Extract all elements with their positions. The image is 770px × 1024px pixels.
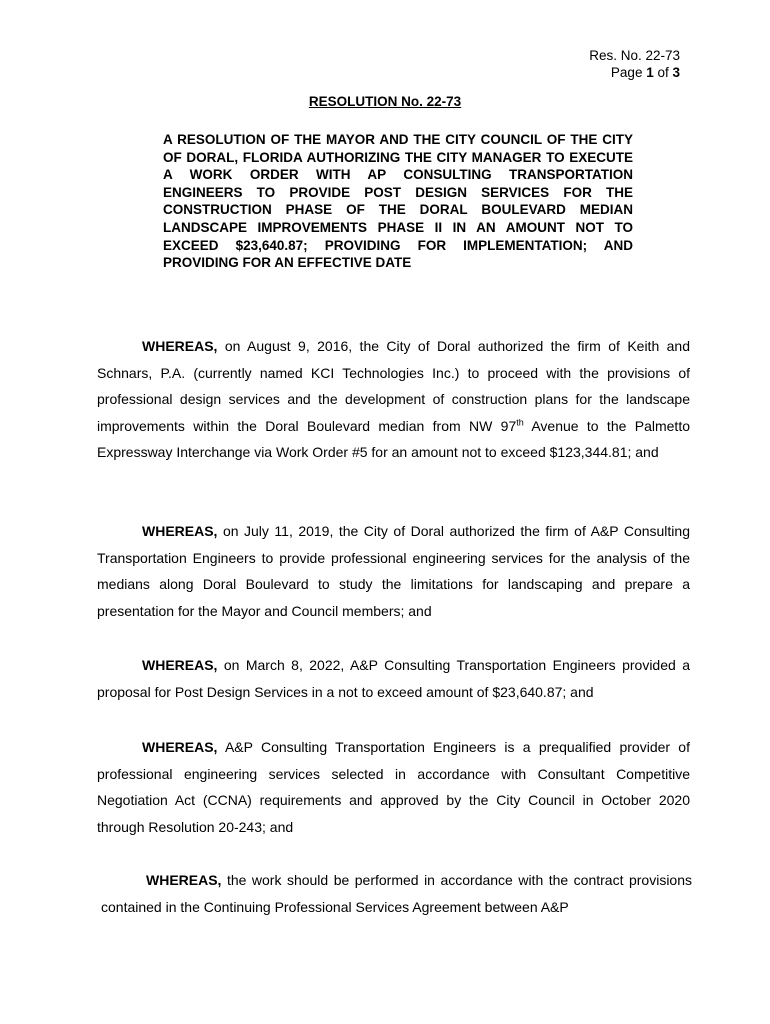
whereas-lead: WHEREAS,: [146, 872, 222, 888]
whereas-lead: WHEREAS,: [142, 523, 218, 539]
paragraph-text: A&P Consulting Transportation Engineers is a prequalified provider of professional engineering services selected in accordance with Consultant Competitive Negotiation Act (CCNA) requirements and approved by the City Council in October 2020 through Resolution 20-243; and: [97, 739, 690, 835]
page-total: 3: [672, 65, 680, 80]
page-header-reference: [589, 47, 680, 81]
resolution-number-label: Res. No. 22-73: [589, 48, 680, 63]
paragraph-text-continued: Avenue to the Palmetto Expressway Interchange via Work Order #5 for an amount not to exceed $123,344.81; and: [97, 417, 690, 461]
resolution-caption: A RESOLUTION OF THE MAYOR AND THE CITY COUNCIL OF THE CITY OF DORAL, FLORIDA AUTHORIZING THE CITY MANAGER TO EXECUTE A WORK ORDER WITH AP CONSULTING TRANSPORTATION ENGINEERS TO PROVIDE POST DESIGN SERVICES FOR THE CONSTRUCTION PHASE OF THE DORAL BOULEVARD MEDIAN LANDSCAPE IMPROVEMENTS PHASE II IN AN AMOUNT NOT TO EXCEED $23,640.87; PROVIDING FOR IMPLEMENTATION; AND PROVIDING FOR AN EFFECTIVE DATE: [163, 132, 633, 271]
whereas-paragraph-2: [97, 518, 690, 624]
page-number-label: [589, 64, 680, 81]
paragraph-text: the work should be performed in accordance with the contract provisions contained in the Continuing Professional Services Agreement between A&P: [101, 872, 692, 915]
whereas-lead: WHEREAS,: [142, 657, 218, 673]
page-current: 1: [646, 65, 654, 80]
ordinal-suffix: th: [516, 417, 524, 428]
page-prefix: Page: [610, 65, 647, 80]
document-title: RESOLUTION No. 22-73: [308, 94, 462, 109]
whereas-paragraph-5: [101, 867, 692, 920]
whereas-paragraph-3: [97, 652, 690, 705]
paragraph-text: on July 11, 2019, the City of Doral authorized the firm of A&P Consulting Transportation Engineers to provide professional engineering services for the analysis of the medians along Doral Boulevard to study the limitations for landscaping and prepare a presentation for the Mayor and Council members; and: [97, 523, 690, 619]
whereas-lead: WHEREAS,: [142, 739, 218, 755]
whereas-paragraph-1: [97, 333, 690, 466]
whereas-lead: WHEREAS,: [142, 338, 218, 354]
paragraph-text: on March 8, 2022, A&P Consulting Transportation Engineers provided a proposal for Post Design Services in a not to exceed amount of $23,640.87; and: [97, 657, 690, 700]
paragraph-text: on August 9, 2016, the City of Doral authorized the firm of Keith and Schnars, P.A. (currently named KCI Technologies Inc.) to proceed with the provisions of professional design services and the development of construction plans for the landscape improvements within the Doral Boulevard median from NW 97: [97, 338, 690, 434]
whereas-paragraph-4: [97, 734, 690, 840]
page-of: of: [653, 65, 673, 80]
